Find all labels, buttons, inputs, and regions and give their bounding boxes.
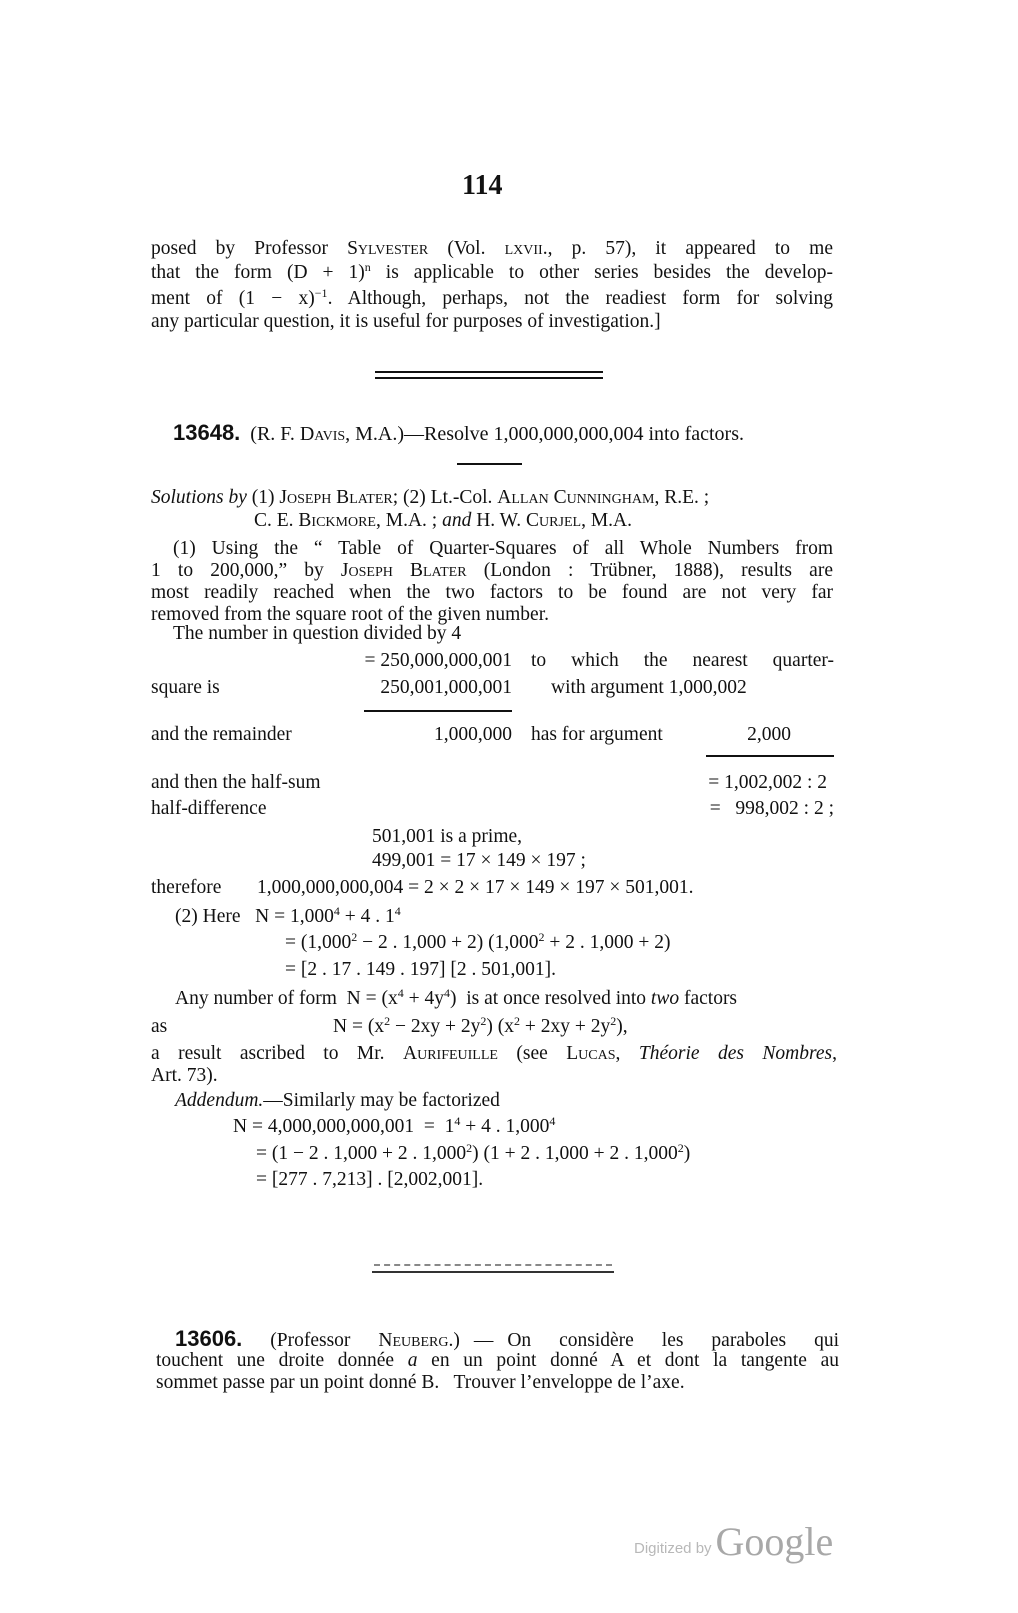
separator-short: [457, 463, 522, 465]
calc-arg-3: 2,000: [747, 724, 791, 745]
calc-value-4: = 1,002,002 : 2: [708, 772, 827, 793]
solution1-line-2: 1 to 200,000,” by Joseph Blater (London : Trübner, 1888), results are: [151, 560, 833, 581]
addendum-line-1: Addendum.—Similarly may be factorized: [175, 1090, 500, 1111]
addendum-label: Addendum.: [175, 1090, 264, 1111]
google-logo: Google: [715, 1519, 834, 1564]
addendum-line-2: $N = 4,000,000,000,001 = 1^4 + 4$ . 1,000$^4$: [233, 1114, 556, 1137]
addendum-line-3: = (1 − 2 . 1,000 + 2 . 1,000$^2$) (1 + 2 . 1,000 + 2 . 1,000$^2$): [256, 1141, 691, 1164]
separator-double-top: [375, 371, 603, 373]
calc-text-3: has for argument: [531, 724, 663, 745]
separator-section-end-dashes: [374, 1264, 612, 1266]
calc-value-1: = 250,000,000,001: [364, 650, 512, 671]
calc-label-3: and the remainder: [151, 724, 292, 745]
question-13606-line-3: sommet passe par un point donné B. Trouver l’enveloppe de l’axe.: [156, 1372, 685, 1393]
page-number: 114: [462, 170, 503, 201]
author-sylvester: Sylvester: [347, 238, 429, 259]
calc-value-5: = 998,002 : 2 ;: [709, 798, 834, 819]
calc-underline-1: [364, 710, 512, 712]
separator-section-end: [372, 1271, 614, 1273]
intro-line-4: any particular question, it is useful for purposes of investigation.]: [151, 311, 661, 332]
solutions-by-line-1: Solutions by (1) Joseph Blater; (2) Lt.-Col. Allan Cunningham, R.E. ;: [151, 487, 710, 508]
calc-value-3: 1,000,000: [434, 724, 512, 745]
solution2-line-3: = [2 . 17 . 149 . 197] [2 . 501,001].: [285, 959, 556, 980]
question-number: 13648.: [173, 420, 241, 445]
calc-label-5: half-difference: [151, 798, 267, 819]
intro-line-2: that the form $(D + 1)^n$ is applicable to other series besides the develop-: [151, 260, 833, 283]
question-number: 13606.: [175, 1326, 243, 1351]
calc-label-2: square is: [151, 677, 220, 698]
question-13606-line-2: touchent une droite donnée a en un point donné A et dont la tangente au: [156, 1350, 839, 1371]
solution2-line-1: (2) Here $N = 1,000^4 + 4$ . $1^4$: [175, 904, 401, 927]
intro-line-1: posed by Professor Sylvester (Vol. lxvii., p. 57), it appeared to me: [151, 238, 833, 259]
calc-text-2: with argument 1,000,002: [551, 677, 747, 698]
solution2-line-7: Art. 73).: [151, 1065, 218, 1086]
solution1-line-3: most readily reached when the two factors to be found are not very far: [151, 582, 833, 603]
solution2-as-label: as: [151, 1016, 168, 1037]
calc-therefore-label: therefore: [151, 877, 222, 898]
watermark-prefix: Digitized by: [634, 1540, 712, 1557]
solution1-line-5: The number in question divided by 4: [173, 623, 462, 644]
question-13648-heading: 13648. (R. F. Davis, M.A.)—Resolve 1,000,000,000,004 into factors.: [173, 420, 744, 445]
solution2-line-4: Any number of form $N = (x^4 + 4y^4)$ is at once resolved into two factors: [175, 986, 738, 1009]
solution2-line-6: a result ascribed to Mr. Aurifeuille (see Lucas, Théorie des Nombres,: [151, 1043, 837, 1064]
intro-line-3: ment of $(1 - x)^{-1}$. Although, perhaps, not the readiest form for solving: [151, 286, 833, 309]
separator-double-bottom: [375, 377, 603, 379]
question-13606-heading: 13606. (Professor Neuberg.) — On considère les paraboles qui: [175, 1326, 840, 1351]
solutions-by-line-2: C. E. Bickmore, M.A. ; and H. W. Curjel, M.A.: [254, 510, 632, 531]
digitized-watermark: [634, 1518, 833, 1565]
solution1-line-4: removed from the square root of the given number.: [151, 604, 550, 625]
calc-result: 1,000,000,000,004 = 2 × 2 × 17 × 149 × 197 × 501,001.: [257, 877, 694, 898]
calc-text-1: to which the nearest quarter-: [531, 650, 834, 671]
addendum-line-4: = [277 . 7,213] . [2,002,001].: [256, 1169, 484, 1190]
calc-factorization: 499,001 = 17 × 149 × 197 ;: [372, 850, 586, 871]
calc-prime-statement: 501,001 is a prime,: [372, 826, 523, 847]
calc-underline-2: [706, 755, 834, 757]
solution2-identity: $N = (x^2 - 2xy + 2y^2) (x^2 + 2xy + 2y^2)$,: [333, 1014, 628, 1037]
calc-label-4: and then the half-sum: [151, 772, 321, 793]
calc-value-2: 250,001,000,001: [380, 677, 512, 698]
solution1-line-1: (1) Using the “ Table of Quarter-Squares of all Whole Numbers from: [173, 538, 833, 559]
solution2-line-2: = ($1,000^2 - 2$ . 1,000 + 2) ($1,000^2 + 2$ . 1,000 + 2): [285, 930, 671, 953]
